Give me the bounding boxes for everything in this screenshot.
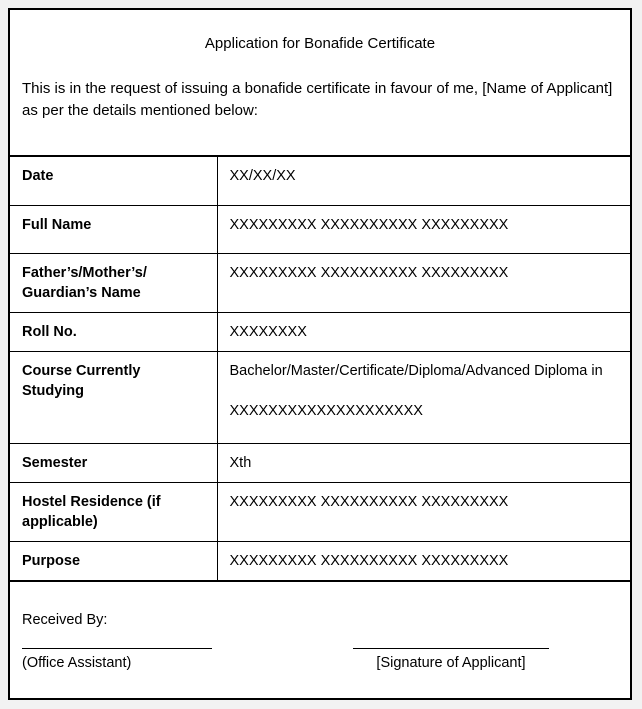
table-row <box>10 541 630 581</box>
row-value-date: XX/XX/XX <box>217 157 630 205</box>
row-label-course-line2: Studying <box>22 382 85 399</box>
row-label-hostel-residence-line1: Hostel Residence (if <box>22 493 161 510</box>
row-value-purpose: XXXXXXXXX XXXXXXXXXX XXXXXXXXX <box>217 541 630 581</box>
row-label-purpose: Purpose <box>10 541 217 581</box>
row-value-full-name: XXXXXXXXX XXXXXXXXXX XXXXXXXXX <box>217 205 630 253</box>
table-row <box>10 253 630 312</box>
row-label-full-name: Full Name <box>10 205 217 253</box>
row-label-guardian-name <box>10 253 217 312</box>
row-label-hostel-residence <box>10 482 217 541</box>
signature-row <box>22 648 618 688</box>
row-label-course-line1: Course Currently <box>22 362 141 379</box>
row-label-guardian-name-line1: Father’s/Mother’s/ <box>22 264 147 281</box>
intro-paragraph: This is in the request of issuing a bonafide certificate in favour of me, [Name of Applicant] as per the details mentioned below: <box>22 80 613 119</box>
row-value-roll-no: XXXXXXXX <box>217 312 630 351</box>
table-row <box>10 443 630 482</box>
details-table <box>10 157 630 582</box>
applicant-signature-block <box>353 648 549 673</box>
row-value-course <box>217 351 630 443</box>
row-value-course-line2: XXXXXXXXXXXXXXXXXXXX <box>229 402 423 419</box>
row-label-course <box>10 351 217 443</box>
received-by-label: Received By: <box>22 611 108 628</box>
table-row <box>10 205 630 253</box>
document-footer <box>10 582 630 699</box>
table-row <box>10 482 630 541</box>
applicant-signature-label: [Signature of Applicant] <box>376 654 526 671</box>
office-assistant-label: (Office Assistant) <box>22 654 132 671</box>
table-row <box>10 157 630 205</box>
row-label-hostel-residence-line2: applicable) <box>22 513 98 530</box>
document-header <box>10 10 630 157</box>
row-label-guardian-name-line2: Guardian’s Name <box>22 284 141 301</box>
row-label-roll-no: Roll No. <box>10 312 217 351</box>
row-value-semester: Xth <box>217 443 630 482</box>
row-value-course-line1: Bachelor/Master/Certificate/Diploma/Advanced Diploma in <box>229 362 603 379</box>
row-label-semester: Semester <box>10 443 217 482</box>
row-value-hostel-residence: XXXXXXXXX XXXXXXXXXX XXXXXXXXX <box>217 482 630 541</box>
office-assistant-signature-block <box>22 648 212 673</box>
bonafide-certificate-document <box>8 8 632 700</box>
row-value-course-spacer <box>230 381 631 401</box>
row-label-date: Date <box>10 157 217 205</box>
table-row <box>10 312 630 351</box>
page-title: Application for Bonafide Certificate <box>204 35 436 52</box>
table-row <box>10 351 630 443</box>
row-value-guardian-name: XXXXXXXXX XXXXXXXXXX XXXXXXXXX <box>217 253 630 312</box>
